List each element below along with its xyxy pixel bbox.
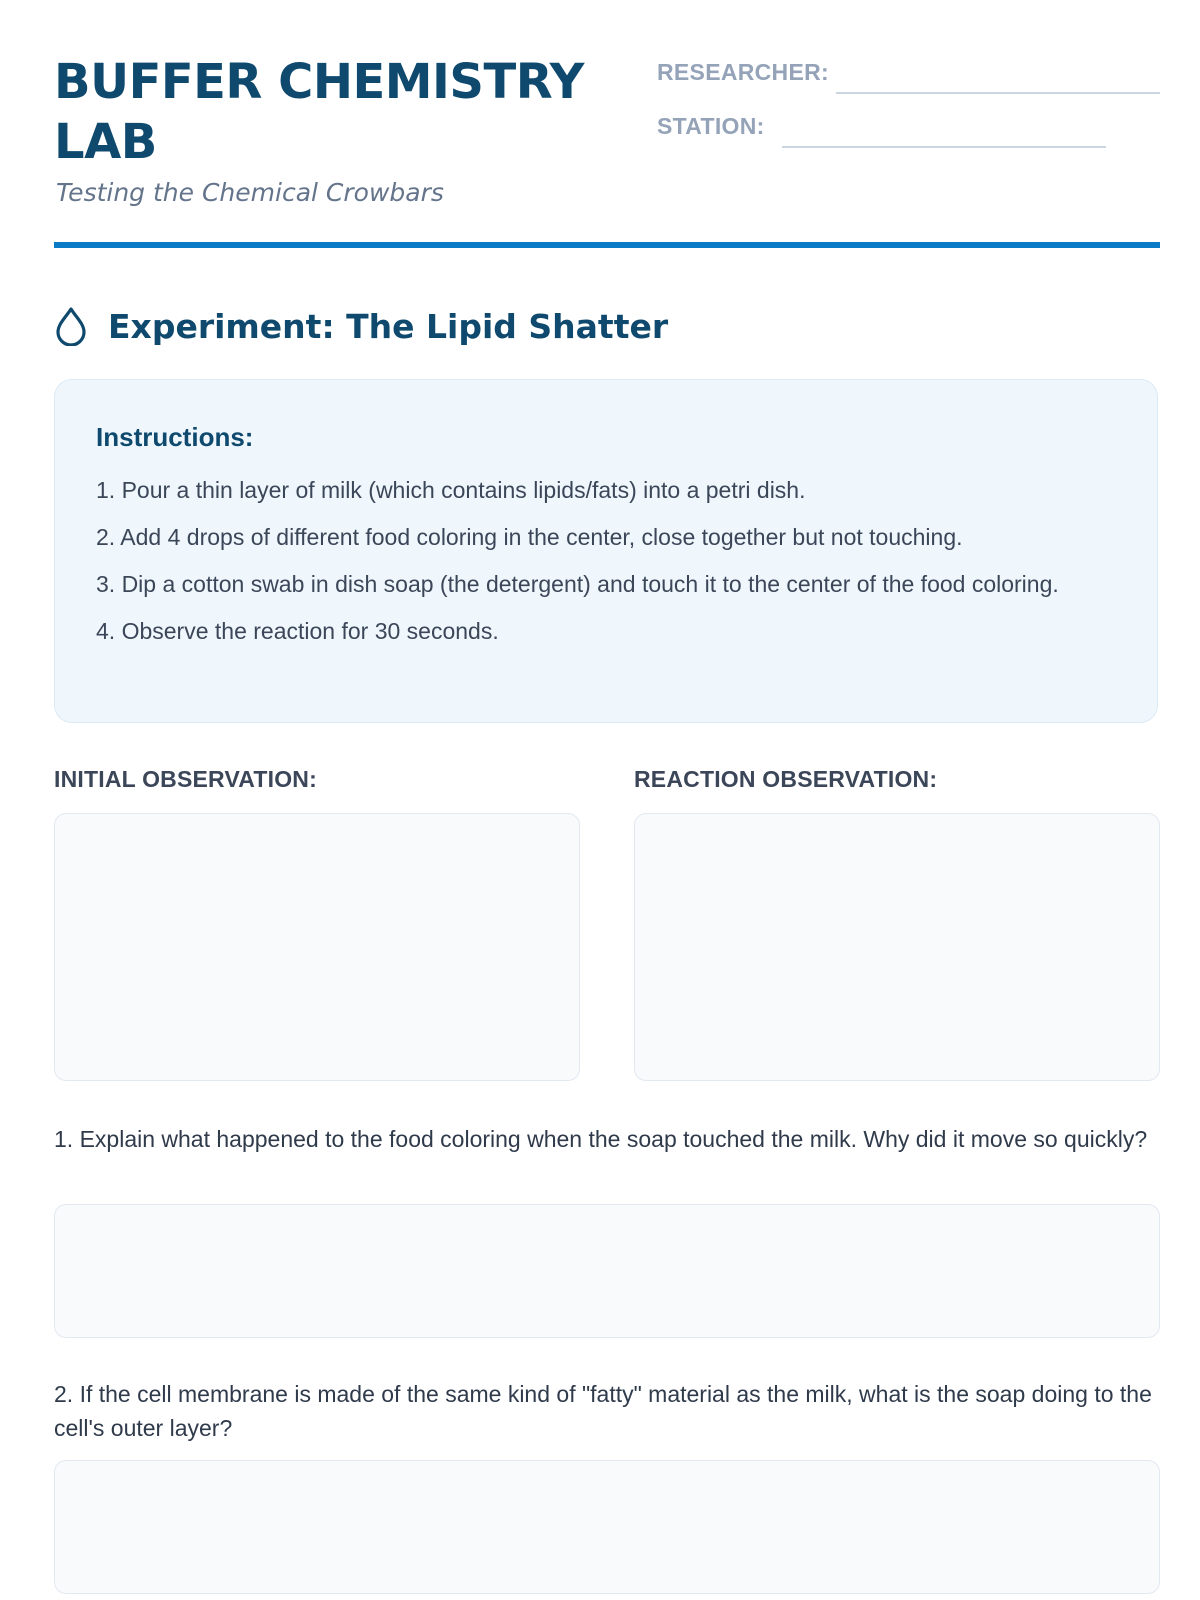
instruction-step: 2. Add 4 drops of different food coloring in the center, close together but not touching. [96, 524, 963, 550]
page-title: BUFFER CHEMISTRY LAB [54, 54, 584, 170]
worksheet-header [54, 0, 1160, 247]
researcher-label: RESEARCHER: [657, 59, 829, 85]
answer-box-1[interactable] [54, 1204, 1160, 1338]
instructions-panel [54, 379, 1158, 723]
header-divider [54, 242, 1160, 248]
researcher-field[interactable] [836, 92, 1160, 94]
instructions-title: Instructions: [96, 422, 254, 452]
instruction-step: 4. Observe the reaction for 30 seconds. [96, 618, 499, 644]
reaction-observation-box[interactable] [634, 813, 1160, 1081]
station-label: STATION: [657, 113, 765, 139]
reaction-observation-label: REACTION OBSERVATION: [634, 766, 938, 792]
question-1: 1. Explain what happened to the food coloring when the soap touched the milk. Why did it move so quickly? [54, 1126, 1148, 1152]
answer-box-2[interactable] [54, 1460, 1160, 1594]
station-field[interactable] [782, 146, 1106, 148]
instruction-step: 1. Pour a thin layer of milk (which contains lipids/fats) into a petri dish. [96, 477, 806, 503]
experiment-title: Experiment: The Lipid Shatter [108, 306, 669, 346]
initial-observation-label: INITIAL OBSERVATION: [54, 766, 317, 792]
drop-icon [54, 306, 88, 346]
page-subtitle: Testing the Chemical Crowbars [56, 178, 444, 207]
instructions-list [96, 473, 1117, 648]
initial-observation-box[interactable] [54, 813, 580, 1081]
worksheet-page [54, 0, 1160, 1441]
experiment-heading [54, 302, 668, 350]
question-2: 2. If the cell membrane is made of the same kind of "fatty" material as the milk, what is the soap doing to the cell's outer layer? [54, 1381, 1152, 1441]
instruction-step: 3. Dip a cotton swab in dish soap (the detergent) and touch it to the center of the food coloring. [96, 571, 1059, 597]
